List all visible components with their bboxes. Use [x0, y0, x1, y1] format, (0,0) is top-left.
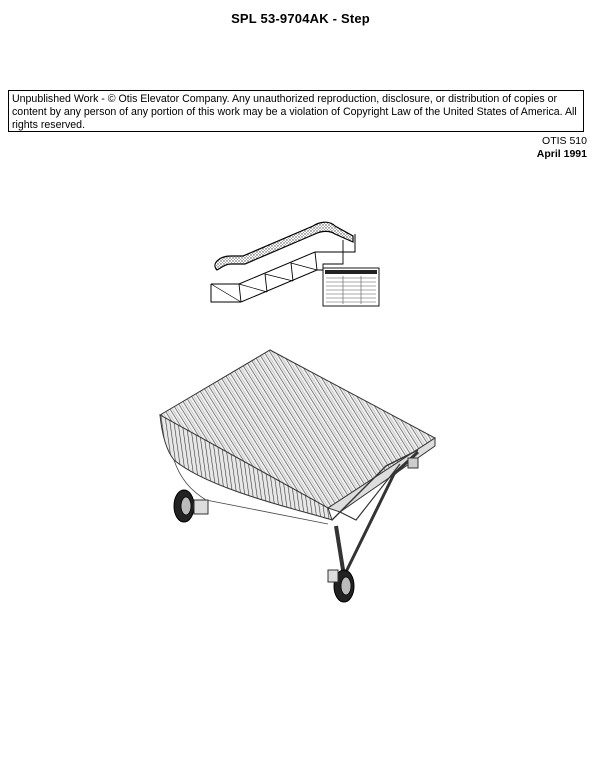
escalator-step-icon [150, 340, 450, 610]
escalator-diagram-icon [205, 212, 385, 312]
page-title: SPL 53-9704AK - Step [231, 11, 370, 26]
document-code: OTIS 510 [542, 135, 587, 147]
document-date: April 1991 [536, 148, 587, 160]
copyright-notice: Unpublished Work - © Otis Elevator Company. Any unauthorized reproduction, disclosure, or distribution of copies or content by any person of any portion of this work may be a violation of Copyright Law of the United States of America. All rights reserved. [8, 90, 584, 132]
document-meta [537, 135, 587, 161]
